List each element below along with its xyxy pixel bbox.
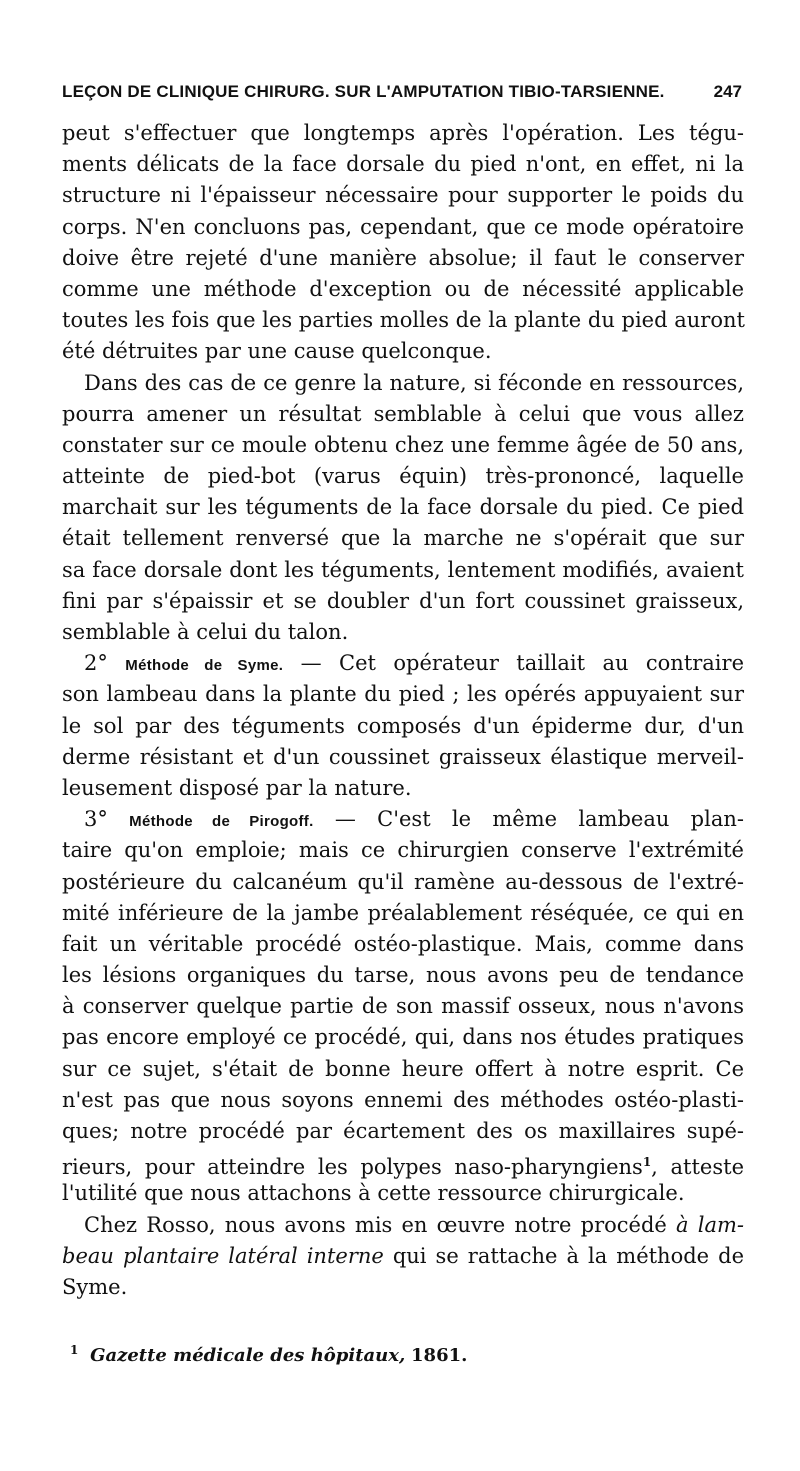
text-line: à conserver quelque partie de son massif osseux, nous n'avons: [62, 994, 744, 1019]
syme-heading-line: [62, 648, 744, 679]
section-text: — C'est le même lambeau plan-: [334, 807, 744, 832]
text-line: Dans des cas de ce genre la nature, si féconde en ressources,: [84, 370, 744, 395]
footnote-reference: 1: [642, 1155, 652, 1170]
text-fragment: Chez Rosso, nous avons mis en œuvre notre procédé: [84, 1212, 667, 1237]
text-fragment: , atteste: [651, 1155, 744, 1180]
section-text: — Cet opérateur taillait au contraire: [300, 651, 744, 676]
text-line: été détruites par une cause quelconque.: [62, 339, 492, 364]
text-line: doive être rejeté d'une manière absolue; il faut le conserver: [62, 245, 744, 270]
rosso-line: [62, 1210, 744, 1241]
text-line: pourra amener un résultat semblable à celui que vous allez: [62, 401, 744, 426]
text-line: ques; notre procédé par écartement des os maxillaires supé-: [62, 1119, 744, 1143]
text-line: Syme.: [62, 1274, 128, 1299]
text-line: ments délicats de la face dorsale du pied n'ont, en effet, ni la: [62, 152, 744, 177]
running-head-title: LEÇON DE CLINIQUE CHIRURG. SUR L'AMPUTATION TIBIO-TARSIENNE.: [62, 82, 665, 101]
text-line: n'est pas que nous soyons ennemi des méthodes ostéo-plasti-: [62, 1087, 744, 1112]
text-line: postérieure du calcanéum qu'il ramène au-dessous de l'extré-: [62, 869, 744, 894]
text-line: l'utilité que nous attachons à cette ressource chirurgicale.: [62, 1181, 685, 1206]
section-lead: Méthode de Syme.: [125, 657, 284, 675]
text-line: comme une méthode d'exception ou de nécessité applicable: [62, 276, 744, 301]
text-line: sur ce sujet, s'était de bonne heure offert à notre esprit. Ce: [62, 1056, 744, 1081]
section-lead: Méthode de Pirogoff.: [129, 813, 314, 831]
page-number: 247: [713, 82, 742, 101]
italic-fragment: beau plantaire latéral interne: [62, 1243, 384, 1268]
section-number: 2°: [84, 651, 108, 676]
text-line: fini par s'épaissir et se doubler d'un fort coussinet graisseux,: [62, 588, 744, 613]
text-line: son lambeau dans la plante du pied ; les opérés appuyaient sur: [62, 682, 744, 707]
text-line: peut s'effectuer que longtemps après l'opération. Les tégu-: [62, 121, 744, 145]
body-text: [62, 118, 744, 1303]
text-line: était tellement renversé que la marche ne s'opérait que sur: [62, 526, 744, 551]
text-line: structure ni l'épaisseur nécessaire pour supporter le poids du: [62, 183, 744, 208]
text-line: fait un véritable procédé ostéo-plastique. Mais, comme dans: [62, 931, 744, 956]
text-line: corps. N'en concluons pas, cependant, que ce mode opératoire: [62, 214, 744, 239]
rosso-line: [62, 1241, 744, 1272]
text-line: sa face dorsale dont les téguments, lentement modifiés, avaient: [62, 557, 744, 582]
footnote-year: 1861.: [411, 1345, 468, 1366]
running-head: [62, 82, 742, 112]
text-line-with-footnote: [62, 1147, 744, 1178]
text-line: leusement disposé par la nature.: [62, 775, 412, 800]
section-number: 3°: [84, 807, 108, 832]
text-line: semblable à celui du talon.: [62, 620, 349, 644]
text-line: mité inférieure de la jambe préalablement réséquée, ce qui en: [62, 900, 744, 925]
text-fragment: rieurs, pour atteindre les polypes naso-pharyngiens: [62, 1155, 643, 1180]
italic-fragment: à lam-: [676, 1212, 744, 1237]
text-fragment: qui se rattache à la méthode de: [392, 1243, 744, 1268]
footnote-source: Gazette médicale des hôpitaux,: [90, 1345, 406, 1366]
pirogoff-heading-line: [62, 804, 744, 835]
text-line: les lésions organiques du tarse, nous avons peu de tendance: [62, 963, 744, 988]
text-line: pas encore employé ce procédé, qui, dans nos études pratiques: [62, 1025, 744, 1050]
text-line: taire qu'on emploie; mais ce chirurgien conserve l'extrémité: [62, 838, 744, 863]
text-line: toutes les fois que les parties molles de la plante du pied auront: [62, 308, 745, 333]
text-line: atteinte de pied-bot (varus équin) très-prononcé, laquelle: [62, 464, 744, 489]
text-line: le sol par des téguments composés d'un épiderme dur, d'un: [62, 713, 744, 738]
footnote: [70, 1343, 570, 1366]
footnote-mark: 1: [70, 1343, 79, 1357]
text-line: marchait sur les téguments de la face dorsale du pied. Ce pied: [62, 495, 744, 520]
text-line: constater sur ce moule obtenu chez une femme âgée de 50 ans,: [62, 432, 744, 457]
text-line: derme résistant et d'un coussinet graisseux élastique merveil-: [62, 744, 744, 769]
